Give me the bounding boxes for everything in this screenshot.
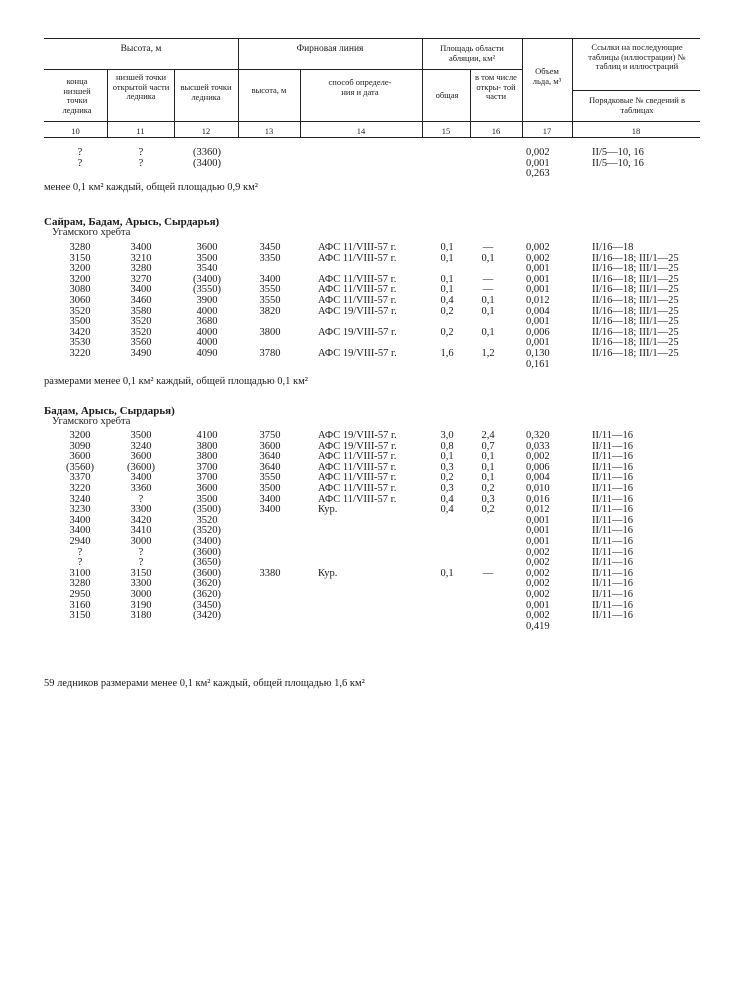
block3-title: Бадам, Арысь, Сырдарья) xyxy=(44,405,175,417)
col11-header: низшей точки открытой части ледника xyxy=(112,72,170,102)
header-mid-rule-refs xyxy=(572,90,700,91)
table-cell: 3360 xyxy=(130,483,152,494)
table-cell: АФС 11/VIII-57 г. xyxy=(318,252,397,264)
table-cell: 4000 xyxy=(196,326,218,338)
table-cell: 3280 xyxy=(69,578,91,590)
table-cell: II/16—18; III/1—25 xyxy=(592,316,679,328)
table-cell: 0,002 xyxy=(526,252,550,264)
table-cell: 0,4 xyxy=(440,295,454,306)
table-cell: (3620) xyxy=(193,589,221,600)
table-cell: 2,4 xyxy=(481,430,495,441)
header-mid-rule-ablation xyxy=(422,69,522,70)
table-cell: 0,033 xyxy=(526,440,550,452)
table-cell: 3520 xyxy=(130,326,152,338)
table-cell: 3200 xyxy=(69,273,91,285)
table-cell: (3420) xyxy=(193,610,221,622)
table-cell: 3500 xyxy=(196,252,218,264)
table-cell: 3500 xyxy=(69,316,91,328)
table-cell: (3400) xyxy=(193,536,221,547)
table-cell: 0,161 xyxy=(526,358,550,370)
table-cell: АФС 11/VIII-57 г. xyxy=(318,483,397,494)
table-cell: АФС 11/VIII-57 г. xyxy=(318,493,397,505)
table-cell: 3410 xyxy=(130,525,152,537)
table-cell: 1,6 xyxy=(440,348,454,359)
table-cell: 0,001 xyxy=(526,316,550,328)
table-cell: II/5—10, 16 xyxy=(592,157,644,169)
table-cell: АФС 11/VIII-57 г. xyxy=(318,273,397,285)
block2-title: Сайрам, Бадам, Арысь, Сырдарья) xyxy=(44,216,220,228)
table-cell: 3370 xyxy=(69,472,91,484)
table-cell: 4000 xyxy=(196,305,218,317)
table-cell: II/11—16 xyxy=(592,525,634,537)
table-cell: II/11—16 xyxy=(592,504,634,516)
table-cell: 0,001 xyxy=(526,337,550,349)
table-cell: 3000 xyxy=(130,589,152,600)
col18-header: Порядковые № сведений в таблицах xyxy=(589,95,685,115)
table-cell: 0,1 xyxy=(481,326,495,338)
table-cell: II/11—16 xyxy=(592,599,634,611)
table-cell: II/11—16 xyxy=(592,493,634,505)
table-cell: 3500 xyxy=(196,493,218,505)
table-cell: 0,3 xyxy=(440,461,454,473)
firn-group-header: Фирновая линия xyxy=(296,44,364,54)
table-cell: 3400 xyxy=(259,273,281,285)
table-cell: ? xyxy=(77,147,83,158)
table-cell: 0,2 xyxy=(481,504,495,516)
table-cell: 0,2 xyxy=(440,326,454,338)
table-cell: 0,3 xyxy=(440,483,454,494)
table-cell: 3150 xyxy=(130,567,152,579)
table-cell: 3350 xyxy=(259,252,281,264)
table-cell: 3520 xyxy=(196,514,218,526)
table-cell: 0,001 xyxy=(526,284,550,296)
table-cell: 0,002 xyxy=(526,451,550,463)
table-cell: 3420 xyxy=(130,514,152,526)
table-cell: ? xyxy=(138,546,144,558)
block2-subtitle: Угамского хребта xyxy=(52,227,131,238)
table-cell: 0,1 xyxy=(440,252,454,264)
table-cell: 3400 xyxy=(130,284,152,296)
table-cell: II/16—18; III/1—25 xyxy=(592,337,679,349)
table-cell: 3150 xyxy=(69,252,91,264)
table-cell: (3600) xyxy=(193,567,221,579)
table-cell: 0,1 xyxy=(481,295,495,306)
table-cell: 3550 xyxy=(259,472,281,484)
table-cell: II/11—16 xyxy=(592,546,634,558)
table-cell: 3280 xyxy=(69,242,91,253)
table-cell: 3500 xyxy=(259,483,281,494)
table-cell: 0,012 xyxy=(526,504,550,516)
table-cell: 3820 xyxy=(259,305,281,317)
table-cell: 0,001 xyxy=(526,273,550,285)
table-cell: 3600 xyxy=(69,451,91,463)
table-cell: 2950 xyxy=(69,589,91,600)
table-cell: АФС 11/VIII-57 г. xyxy=(318,295,397,306)
table-cell: 0,130 xyxy=(526,348,550,359)
table-cell: II/11—16 xyxy=(592,610,634,622)
table-cell: 3400 xyxy=(69,514,91,526)
table-cell: 3300 xyxy=(130,504,152,516)
table-cell: 3700 xyxy=(196,472,218,484)
table-cell: 3550 xyxy=(259,284,281,296)
col17-header: Объем льда, м³ xyxy=(532,66,562,86)
table-cell: 3300 xyxy=(130,578,152,590)
colnum-17: 17 xyxy=(542,126,552,136)
table-cell: 3490 xyxy=(130,348,152,359)
table-cell: 0,002 xyxy=(526,147,550,158)
table-cell: 3240 xyxy=(69,493,91,505)
table-cell: (3620) xyxy=(193,578,221,590)
table-cell: 3380 xyxy=(259,567,281,579)
table-cell: 0,320 xyxy=(526,430,550,441)
table-cell: (3520) xyxy=(193,525,221,537)
col-divider xyxy=(572,38,573,137)
table-cell: 0,1 xyxy=(440,567,454,579)
table-cell: (3650) xyxy=(193,557,221,569)
table-cell: II/16—18; III/1—25 xyxy=(592,263,679,275)
table-cell: II/16—18; III/1—25 xyxy=(592,348,679,359)
table-cell: 0,1 xyxy=(440,284,454,296)
table-cell: ? xyxy=(138,147,144,158)
table-cell: АФС 19/VIII-57 г. xyxy=(318,440,397,452)
table-cell: 0,010 xyxy=(526,483,550,494)
table-cell: II/11—16 xyxy=(592,440,634,452)
table-cell: 3400 xyxy=(130,472,152,484)
table-cell: ? xyxy=(138,157,144,169)
table-cell: 0,1 xyxy=(440,242,454,253)
table-cell: 3160 xyxy=(69,599,91,611)
table-cell: II/11—16 xyxy=(592,451,634,463)
table-cell: 3220 xyxy=(69,483,91,494)
table-cell: (3600) xyxy=(127,461,155,473)
table-cell: 0,1 xyxy=(481,461,495,473)
table-cell: II/11—16 xyxy=(592,536,634,547)
table-cell: 3420 xyxy=(69,326,91,338)
table-cell: 3530 xyxy=(69,337,91,349)
col16-header: в том числе откры- той части xyxy=(475,72,517,102)
table-cell: 0,002 xyxy=(526,610,550,622)
table-cell: ? xyxy=(138,557,144,569)
table-cell: II/11—16 xyxy=(592,514,634,526)
table-cell: 0,002 xyxy=(526,242,550,253)
table-cell: 3200 xyxy=(69,430,91,441)
table-cell: 3560 xyxy=(130,337,152,349)
table-cell: ? xyxy=(77,557,83,569)
table-cell: 3270 xyxy=(130,273,152,285)
table-cell: (3400) xyxy=(193,273,221,285)
table-cell: 0,001 xyxy=(526,263,550,275)
table-cell: 4100 xyxy=(196,430,218,441)
table-cell: 3600 xyxy=(130,451,152,463)
table-cell: 0,2 xyxy=(440,305,454,317)
table-cell: АФС 19/VIII-57 г. xyxy=(318,348,397,359)
table-cell: Кур. xyxy=(318,567,338,579)
table-cell: 3640 xyxy=(259,461,281,473)
table-cell: 0,002 xyxy=(526,578,550,590)
table-cell: 3400 xyxy=(259,493,281,505)
height-group-header: Высота, м xyxy=(120,44,162,54)
ablation-group-header: Площадь области абляции, км² xyxy=(440,43,504,63)
table-cell: 0,001 xyxy=(526,536,550,547)
table-cell: АФС 19/VIII-57 г. xyxy=(318,326,397,338)
col15-header: общая xyxy=(435,90,459,100)
table-cell: АФС 11/VIII-57 г. xyxy=(318,472,397,484)
table-cell: 3180 xyxy=(130,610,152,622)
table-cell: 0,1 xyxy=(440,273,454,285)
table-cell: II/11—16 xyxy=(592,483,634,494)
table-cell: 0,002 xyxy=(526,567,550,579)
table-cell: 0,004 xyxy=(526,472,550,484)
colnum-11: 11 xyxy=(136,126,145,136)
table-cell: 3900 xyxy=(196,295,218,306)
colnum-16: 16 xyxy=(491,126,501,136)
table-cell: АФС 19/VIII-57 г. xyxy=(318,430,397,441)
refs-group-header: Ссылки на последующие таблицы (иллюстрации) № таблиц и иллюстраций xyxy=(588,42,686,72)
table-cell: 3520 xyxy=(69,305,91,317)
table-cell: (3560) xyxy=(66,461,94,473)
table-cell: — xyxy=(482,242,494,253)
table-cell: 3100 xyxy=(69,567,91,579)
table-cell: 3800 xyxy=(196,451,218,463)
table-cell: 3190 xyxy=(130,599,152,611)
table-cell: 0,004 xyxy=(526,305,550,317)
col-divider xyxy=(422,38,423,137)
table-cell: 0,001 xyxy=(526,157,550,169)
table-cell: 3700 xyxy=(196,461,218,473)
table-cell: II/16—18; III/1—25 xyxy=(592,273,679,285)
table-cell: (3550) xyxy=(193,284,221,296)
table-cell: II/11—16 xyxy=(592,567,634,579)
table-cell: II/11—16 xyxy=(592,589,634,600)
header-bottom-rule xyxy=(44,121,700,122)
table-cell: 3060 xyxy=(69,295,91,306)
table-cell: 0,002 xyxy=(526,589,550,600)
colnum-14: 14 xyxy=(356,126,366,136)
table-cell: 0,263 xyxy=(526,168,550,180)
table-cell: (3400) xyxy=(193,157,221,169)
colnum-13: 13 xyxy=(264,126,274,136)
table-cell: 0,419 xyxy=(526,620,550,632)
table-cell: 3680 xyxy=(196,316,218,328)
table-cell: ? xyxy=(77,546,83,558)
table-cell: 0,2 xyxy=(440,472,454,484)
table-cell: 0,4 xyxy=(440,504,454,516)
table-cell: (3360) xyxy=(193,147,221,158)
table-cell: 0,4 xyxy=(440,493,454,505)
table-cell: 0,1 xyxy=(481,472,495,484)
table-cell: 0,002 xyxy=(526,557,550,569)
table-cell: II/11—16 xyxy=(592,472,634,484)
table-cell: 3450 xyxy=(259,242,281,253)
table-cell: 0,1 xyxy=(440,451,454,463)
header-top-rule xyxy=(44,38,700,39)
table-cell: 0,001 xyxy=(526,514,550,526)
table-cell: — xyxy=(482,273,494,285)
table-cell: 3540 xyxy=(196,263,218,275)
table-cell: 0,8 xyxy=(440,440,454,452)
table-cell: II/16—18; III/1—25 xyxy=(592,252,679,264)
colnum-12: 12 xyxy=(201,126,211,136)
table-cell: 0,002 xyxy=(526,546,550,558)
header-mid-rule xyxy=(44,69,422,70)
table-cell: II/11—16 xyxy=(592,578,634,590)
table-cell: 3600 xyxy=(259,440,281,452)
table-cell: — xyxy=(482,284,494,296)
table-cell: (3450) xyxy=(193,599,221,611)
table-cell: 0,2 xyxy=(481,483,495,494)
table-cell: 3400 xyxy=(69,525,91,537)
table-cell: 0,016 xyxy=(526,493,550,505)
table-cell: — xyxy=(482,567,494,579)
table-cell: АФС 11/VIII-57 г. xyxy=(318,461,397,473)
table-cell: 3780 xyxy=(259,348,281,359)
table-cell: 0,3 xyxy=(481,493,495,505)
table-cell: 0,1 xyxy=(481,252,495,264)
table-cell: II/16—18; III/1—25 xyxy=(592,284,679,296)
table-cell: 3800 xyxy=(259,326,281,338)
table-cell: 3460 xyxy=(130,295,152,306)
table-cell: 0,012 xyxy=(526,295,550,306)
table-cell: II/16—18; III/1—25 xyxy=(592,305,679,317)
block3-subtitle: Угамского хребта xyxy=(52,416,131,427)
table-cell: 3400 xyxy=(259,504,281,516)
table-cell: 3580 xyxy=(130,305,152,317)
table-cell: (3600) xyxy=(193,546,221,558)
table-cell: 0,1 xyxy=(481,305,495,317)
table-cell: 3210 xyxy=(130,252,152,264)
col10-header: конца низшей точки ледника xyxy=(62,76,92,115)
table-cell: 0,006 xyxy=(526,461,550,473)
block3-note: 59 ледников размерами менее 0,1 км² каждый, общей площадью 1,6 км² xyxy=(44,678,365,689)
table-cell: II/11—16 xyxy=(592,430,634,441)
table-cell: II/11—16 xyxy=(592,461,634,473)
col-divider xyxy=(522,38,523,137)
table-cell: АФС 19/VIII-57 г. xyxy=(318,305,397,317)
table-cell: 3000 xyxy=(130,536,152,547)
table-cell: АФС 11/VIII-57 г. xyxy=(318,242,397,253)
table-cell: II/16—18 xyxy=(592,242,634,253)
table-cell: 1,2 xyxy=(481,348,495,359)
table-cell: 3600 xyxy=(196,483,218,494)
colnum-15: 15 xyxy=(441,126,451,136)
table-cell: 3550 xyxy=(259,295,281,306)
table-cell: 3220 xyxy=(69,348,91,359)
table-cell: ? xyxy=(138,493,144,505)
table-cell: 3280 xyxy=(130,263,152,275)
table-cell: 4090 xyxy=(196,348,218,359)
table-cell: 3520 xyxy=(130,316,152,328)
table-cell: 4000 xyxy=(196,337,218,349)
col14-header: способ определе- ния и дата xyxy=(328,77,392,97)
table-cell: (3500) xyxy=(193,504,221,516)
table-cell: 3150 xyxy=(69,610,91,622)
table-cell: 3090 xyxy=(69,440,91,452)
table-cell: 3200 xyxy=(69,263,91,275)
table-cell: II/5—10, 16 xyxy=(592,147,644,158)
table-cell: 3750 xyxy=(259,430,281,441)
table-cell: АФС 11/VIII-57 г. xyxy=(318,284,397,296)
table-cell: АФС 11/VIII-57 г. xyxy=(318,451,397,463)
colnum-bottom-rule xyxy=(44,137,700,138)
table-cell: II/11—16 xyxy=(592,557,634,569)
table-cell: II/16—18; III/1—25 xyxy=(592,326,679,338)
table-cell: 3800 xyxy=(196,440,218,452)
table-cell: 0,1 xyxy=(481,451,495,463)
block2-note: размерами менее 0,1 км² каждый, общей площадью 0,1 км² xyxy=(44,376,308,387)
colnum-18: 18 xyxy=(631,126,641,136)
table-cell: 3,0 xyxy=(440,430,454,441)
block1-note: менее 0,1 км² каждый, общей площадью 0,9 км² xyxy=(44,182,258,193)
table-cell: ? xyxy=(77,157,83,169)
table-cell: 3640 xyxy=(259,451,281,463)
table-cell: 0,001 xyxy=(526,525,550,537)
table-cell: 0,7 xyxy=(481,440,495,452)
col12-header: высшей точки ледника xyxy=(180,82,232,102)
table-cell: 0,001 xyxy=(526,599,550,611)
table-cell: 3400 xyxy=(130,242,152,253)
table-cell: 0,006 xyxy=(526,326,550,338)
table-cell: Кур. xyxy=(318,504,338,516)
table-cell: II/16—18; III/1—25 xyxy=(592,295,679,306)
table-cell: 3230 xyxy=(69,504,91,516)
table-cell: 3240 xyxy=(130,440,152,452)
table-cell: 3600 xyxy=(196,242,218,253)
table-cell: 3500 xyxy=(130,430,152,441)
col13-header: высота, м xyxy=(251,85,287,95)
colnum-10: 10 xyxy=(71,126,80,136)
table-cell: 2940 xyxy=(69,536,91,547)
table-cell: 3080 xyxy=(69,284,91,296)
